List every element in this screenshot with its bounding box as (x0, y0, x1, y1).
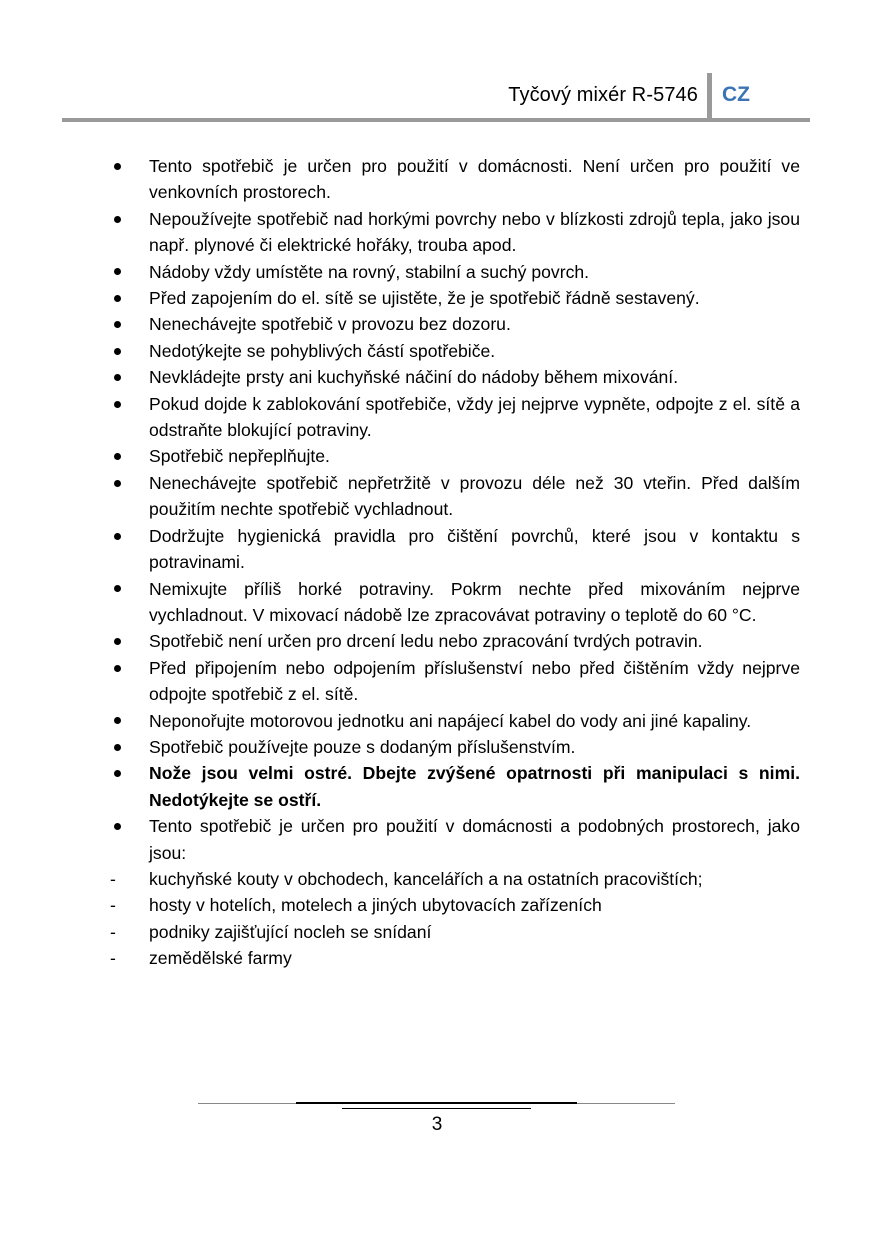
bullet-icon (110, 285, 130, 311)
bullet-icon (110, 576, 130, 602)
list-item-text: Nedotýkejte se pohyblivých částí spotřebiče. (149, 340, 496, 361)
list-item-text: Dodržujte hygienická pravidla pro čištění povrchů, které jsou v kontaktu s potravinami. (149, 525, 800, 573)
bullet-list-item (110, 576, 800, 629)
dash-marker: - (110, 868, 116, 889)
bullet-icon (110, 523, 130, 549)
bullet-icon (110, 708, 130, 734)
bullet-list-item (110, 470, 800, 523)
list-item-text: Nože jsou velmi ostré. Dbejte zvýšené opatrnosti při manipulaci s nimi. Nedotýkejte se ostří. (149, 763, 800, 810)
bullet-list-item (110, 364, 800, 390)
page-number: 3 (431, 1114, 443, 1135)
bullet-icon (110, 813, 130, 839)
dash-list-item (110, 945, 800, 971)
list-item-text: Nenechávejte spotřebič nepřetržitě v provozu déle než 30 vteřin. Před dalším použitím nechte spotřebič vychladnout. (149, 472, 800, 520)
list-item-text: Před zapojením do el. sítě se ujistěte, že je spotřebič řádně sestavený. (149, 288, 700, 309)
list-item-text: Pokud dojde k zablokování spotřebiče, vždy jej nejprve vypněte, odpojte z el. sítě a odstraňte blokující potraviny. (149, 393, 800, 441)
list-item-text: zemědělské farmy (149, 948, 292, 969)
bullet-icon (110, 364, 130, 390)
bullet-icon (110, 391, 130, 417)
dash-marker: - (110, 948, 116, 969)
footer-rule (296, 1102, 577, 1104)
bullet-list-item (110, 708, 800, 734)
list-item-text: Tento spotřebič je určen pro použití v domácnosti. Není určen pro použití ve venkovních prostorech. (149, 156, 800, 203)
list-item-text: Neponořujte motorovou jednotku ani napájecí kabel do vody ani jiné kapaliny. (149, 710, 752, 731)
dash-list-item (110, 866, 800, 892)
bullet-list-item (110, 760, 800, 813)
safety-instructions-list (110, 153, 800, 972)
list-item-text: Nevkládejte prsty ani kuchyňské náčiní do nádoby během mixování. (149, 367, 679, 388)
bullet-icon (110, 628, 130, 654)
footer-rule (342, 1108, 531, 1109)
list-item-text: Před připojením nebo odpojením příslušenství nebo před čištěním vždy nejprve odpojte spotřebič z el. sítě. (149, 657, 800, 705)
header-divider (707, 73, 712, 119)
list-item-text: hosty v hotelích, motelech a jiných ubytovacích zařízeních (149, 895, 602, 916)
bullet-icon (110, 470, 130, 496)
bullet-icon (110, 760, 130, 786)
header-rule (62, 118, 810, 122)
list-item-text: Nemixujte příliš horké potraviny. Pokrm nechte před mixováním nejprve vychladnout. V mixovací nádobě lze zpracovávat potraviny o teplotě do 60 °C. (149, 578, 800, 625)
bullet-list-item (110, 523, 800, 576)
bullet-icon (110, 655, 130, 681)
language-code: CZ (722, 83, 750, 106)
list-item-text: Spotřebič používejte pouze s dodaným příslušenstvím. (149, 736, 576, 757)
list-item-text: Nepoužívejte spotřebič nad horkými povrchy nebo v blízkosti zdrojů tepla, jako jsou např. plynové či elektrické hořáky, trouba apod. (149, 208, 800, 256)
dash-marker: - (110, 895, 116, 916)
bullet-list-item (110, 391, 800, 444)
list-item-text: Spotřebič nepřeplňujte. (149, 446, 330, 467)
bullet-icon (110, 443, 130, 469)
bullet-icon (110, 206, 130, 232)
document-title: Tyčový mixér R-5746 (508, 84, 698, 106)
bullet-icon (110, 338, 130, 364)
list-item-text: Nádoby vždy umístěte na rovný, stabilní a suchý povrch. (149, 261, 590, 282)
bullet-list-item (110, 628, 800, 654)
bullet-icon (110, 259, 130, 285)
list-item-text: Tento spotřebič je určen pro použití v domácnosti a podobných prostorech, jako jsou: (149, 816, 800, 863)
bullet-list-item (110, 285, 800, 311)
bullet-list-item (110, 655, 800, 708)
list-item-text: Nenechávejte spotřebič v provozu bez dozoru. (149, 314, 511, 335)
list-item-text: kuchyňské kouty v obchodech, kancelářích a na ostatních pracovištích; (149, 868, 703, 889)
list-item-text: podniky zajišťující nocleh se snídaní (149, 921, 432, 942)
bullet-icon (110, 311, 130, 337)
dash-marker: - (110, 921, 116, 942)
dash-list-item (110, 919, 800, 945)
bullet-list-item (110, 443, 800, 469)
bullet-list-item (110, 813, 800, 866)
bullet-list-item (110, 259, 800, 285)
bullet-list-item (110, 206, 800, 259)
list-item-text: Spotřebič není určen pro drcení ledu nebo zpracování tvrdých potravin. (149, 631, 703, 652)
bullet-icon (110, 153, 130, 179)
bullet-list-item (110, 311, 800, 337)
bullet-icon (110, 734, 130, 760)
bullet-list-item (110, 153, 800, 206)
page-header (0, 0, 874, 130)
bullet-list-item (110, 338, 800, 364)
bullet-list-item (110, 734, 800, 760)
dash-list-item (110, 892, 800, 918)
